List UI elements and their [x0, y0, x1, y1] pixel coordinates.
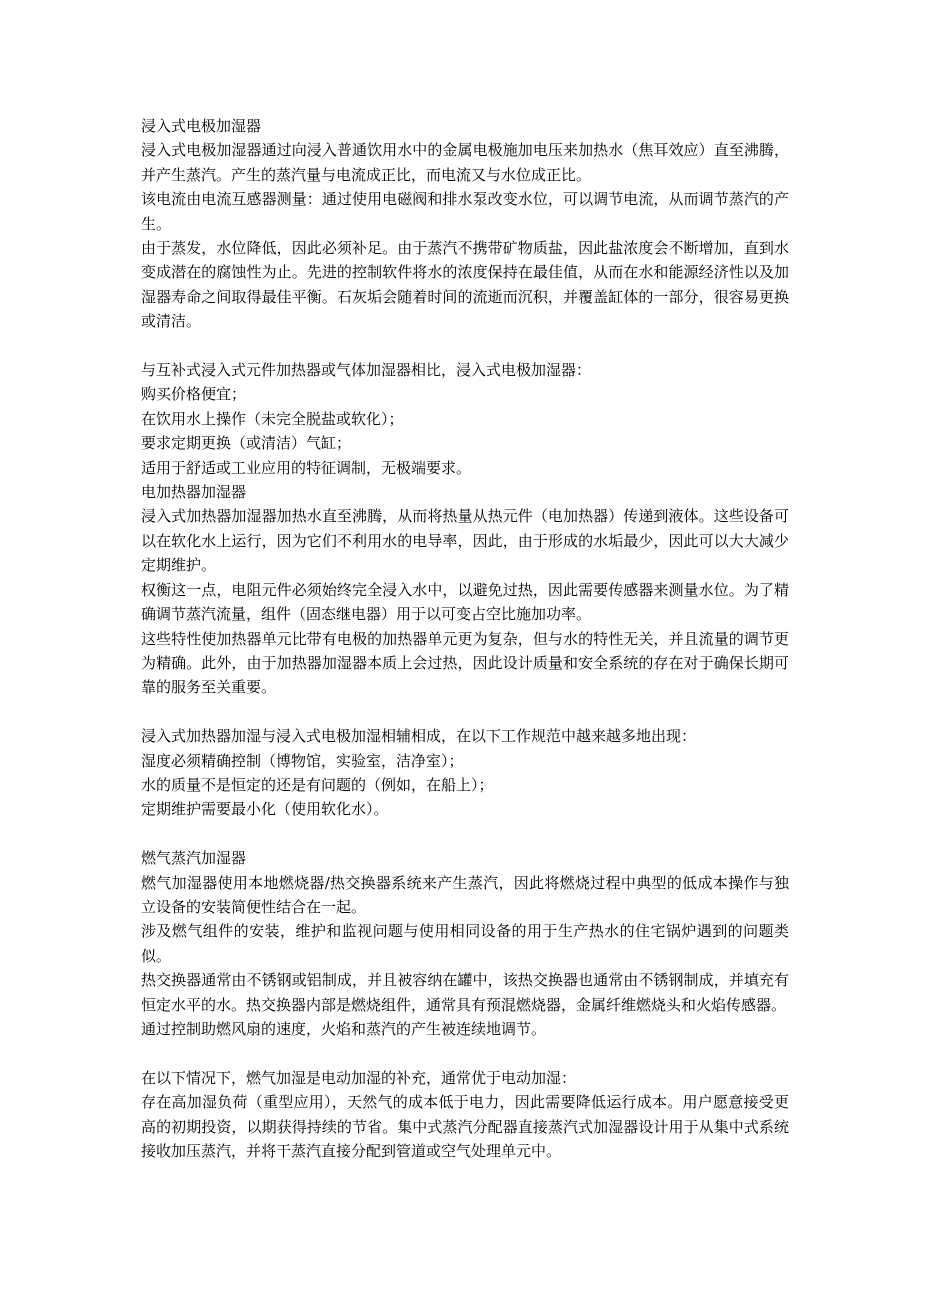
list-item: 适用于舒适或工业应用的特征调制，无极端要求。	[141, 458, 472, 477]
paragraph: 涉及燃气组件的安装，维护和监视问题与使用相同设备的用于生产热水的住宅锅炉遇到的问题类似。	[141, 922, 789, 965]
paragraph: 浸入式加热器加湿与浸入式电极加湿相辅相成，在以下工作规范中越来越多地出现：	[141, 727, 697, 746]
heading-electric-heater-humidifier: 电加热器加湿器	[141, 483, 247, 502]
list-item: 水的质量不是恒定的还是有问题的（例如，在船上）；	[141, 775, 494, 794]
paragraph: 在以下情况下，燃气加湿是电动加湿的补充，通常优于电动加湿：	[141, 1068, 577, 1087]
heading-electrode-humidifier: 浸入式电极加湿器	[141, 117, 262, 135]
paragraph: 由于蒸发，水位降低，因此必须补足。由于蒸汽不携带矿物质盐，因此盐浓度会不断增加，直到水变成潜在的腐蚀性为止。先进的控制软件将水的浓度保持在最佳值，从而在水和能源经济性以及加湿器寿命之间取得最佳平衡。石灰垢会随着时间的流逝而沉积，并覆盖缸体的一部分，很容易更换或清洁。	[141, 239, 789, 331]
document-body	[141, 114, 789, 1163]
paragraph: 通过控制助燃风扇的速度，火焰和蒸汽的产生被连续地调节。	[141, 1019, 547, 1038]
blank-line	[141, 700, 789, 724]
blank-line	[141, 822, 789, 846]
blank-line	[141, 1041, 789, 1065]
list-item: 定期维护需要最小化（使用软化水）。	[141, 800, 389, 819]
heading-gas-steam-humidifier: 燃气蒸汽加湿器	[141, 849, 247, 868]
paragraph: 浸入式加热器加湿器加热水直至沸腾，从而将热量从热元件（电加热器）传递到液体。这些设备可以在软化水上运行，因为它们不利用水的电导率，因此，由于形成的水垢最少，因此可以大大减少定期维护。	[141, 507, 789, 575]
paragraph: 权衡这一点，电阻元件必须始终完全浸入水中，以避免过热，因此需要传感器来测量水位。为了精确调节蒸汽流量，组件（固态继电器）用于以可变占空比施加功率。	[141, 580, 789, 624]
paragraph: 浸入式电极加湿器通过向浸入普通饮用水中的金属电极施加电压来加热水（焦耳效应）直至沸腾，并产生蒸汽。产生的蒸汽量与电流成正比，而电流又与水位成正比。	[141, 141, 789, 184]
list-item: 在饮用水上操作（未完全脱盐或软化）；	[141, 409, 404, 428]
paragraph: 热交换器通常由不锈钢或铝制成，并且被容纳在罐中，该热交换器也通常由不锈钢制成，并填充有恒定水平的水。热交换器内部是燃烧组件，通常具有预混燃烧器，金属纤维燃烧头和火焰传感器。	[141, 971, 789, 1014]
paragraph: 与互补式浸入式元件加热器或气体加湿器相比，浸入式电极加湿器：	[141, 361, 592, 380]
blank-line	[141, 334, 789, 358]
paragraph: 存在高加湿负荷（重型应用），天然气的成本低于电力，因此需要降低运行成本。用户愿意接受更高的初期投资，以期获得持续的节省。集中式蒸汽分配器直接蒸汽式加湿器设计用于从集中式系统接收加压蒸汽，并将干蒸汽直接分配到管道或空气处理单元中。	[141, 1093, 789, 1160]
paragraph: 燃气加湿器使用本地燃烧器/热交换器系统来产生蒸汽，因此将燃烧过程中典型的低成本操作与独立设备的安装简便性结合在一起。	[141, 873, 789, 916]
list-item: 湿度必须精确控制（博物馆，实验室，洁净室）；	[141, 751, 464, 770]
list-item: 购买价格便宜；	[141, 385, 247, 404]
list-item: 要求定期更换（或清洁）气缸；	[141, 434, 352, 453]
paragraph: 该电流由电流互感器测量：通过使用电磁阀和排水泵改变水位，可以调节电流，从而调节蒸汽的产生。	[141, 190, 789, 233]
paragraph: 这些特性使加热器单元比带有电极的加热器单元更为复杂，但与水的特性无关，并且流量的调节更为精确。此外，由于加热器加湿器本质上会过热，因此设计质量和安全系统的存在对于确保长期可靠的服务至关重要。	[141, 629, 789, 697]
